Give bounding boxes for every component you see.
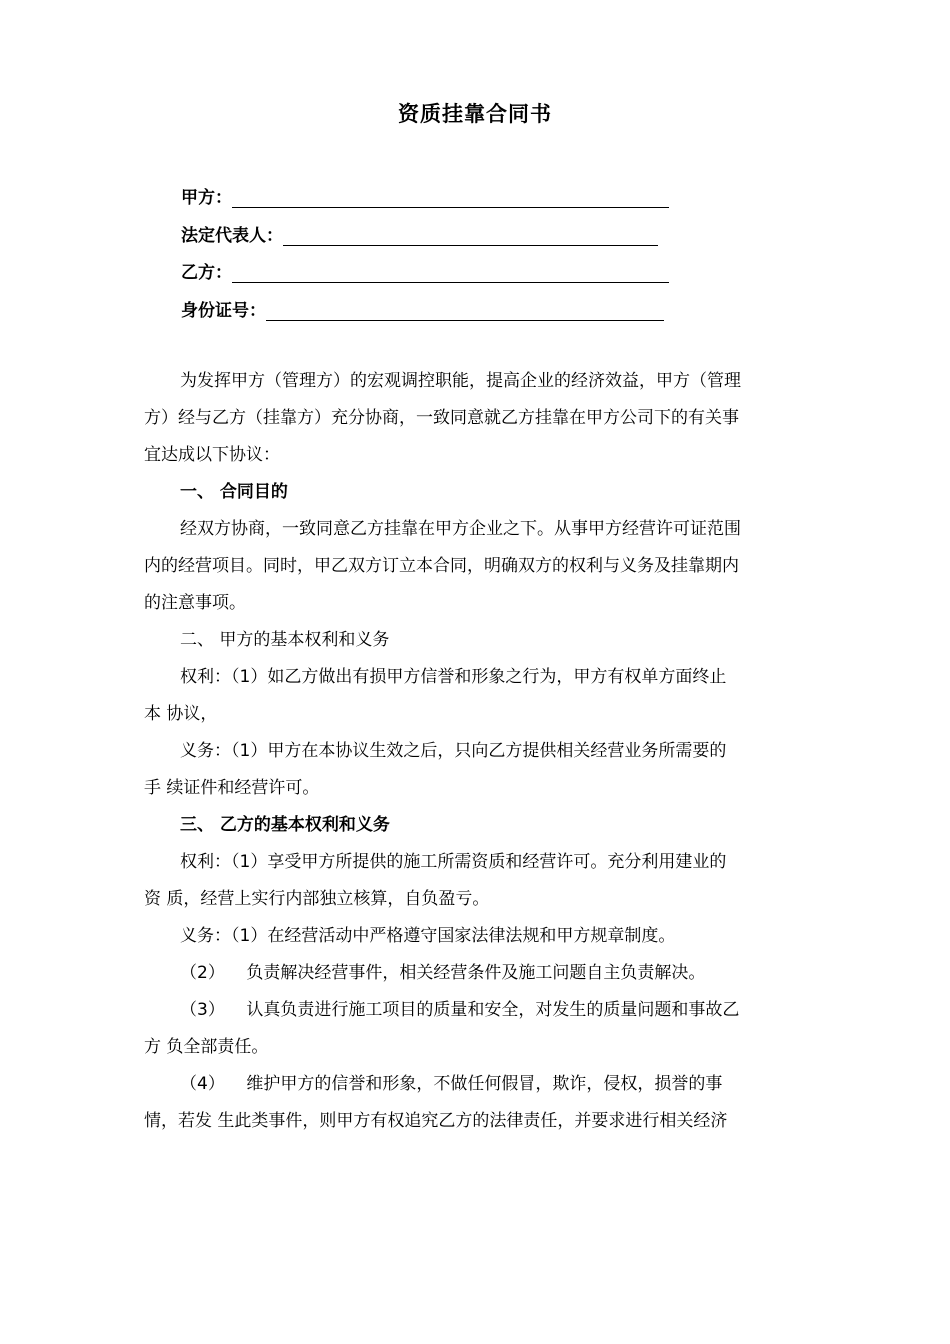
section-heading: 二、 甲方的基本权利和义务 <box>180 630 390 650</box>
body-line: 的注意事项。 <box>144 593 246 613</box>
id-number-blank <box>266 302 664 321</box>
party-a-field <box>181 182 669 208</box>
body-line: 义务：（1）甲方在本协议生效之后，只向乙方提供相关经营业务所需要的 <box>180 741 727 761</box>
body-line: 为发挥甲方（管理方）的宏观调控职能，提高企业的经济效益，甲方（管理 <box>180 371 741 391</box>
body-line: （3） 认真负责进行施工项目的质量和安全，对发生的质量问题和事故乙 <box>180 1000 740 1020</box>
body-line: 资 质，经营上实行内部独立核算，自负盈亏。 <box>144 889 490 909</box>
party-b-field <box>181 257 669 283</box>
body-line: 内的经营项目。同时，甲乙双方订立本合同，明确双方的权利与义务及挂靠期内 <box>144 556 739 576</box>
body-line: 方 负全部责任。 <box>144 1037 269 1057</box>
body-line: 权利：（1）如乙方做出有损甲方信誉和形象之行为，甲方有权单方面终止 <box>180 667 727 687</box>
body-line: 宜达成以下协议： <box>144 445 280 465</box>
section-heading: 一、 合同目的 <box>180 482 288 502</box>
id-number-label: 身份证号： <box>181 301 266 321</box>
body-line: 经双方协商，一致同意乙方挂靠在甲方企业之下。从事甲方经营许可证范围 <box>180 519 741 539</box>
party-a-label: 甲方： <box>181 188 232 208</box>
body-line: 义务：（1）在经营活动中严格遵守国家法律法规和甲方规章制度。 <box>180 926 676 946</box>
legal-rep-label: 法定代表人： <box>181 226 283 246</box>
contract-body <box>144 363 816 1140</box>
party-a-blank <box>232 189 669 208</box>
body-line: 方）经与乙方（挂靠方）充分协商，一致同意就乙方挂靠在甲方公司下的有关事 <box>144 408 739 428</box>
party-b-blank <box>232 264 669 283</box>
body-line: 情，若发 生此类事件，则甲方有权追究乙方的法律责任，并要求进行相关经济 <box>144 1111 728 1131</box>
party-b-label: 乙方： <box>181 263 232 283</box>
legal-rep-field <box>181 220 658 246</box>
section-heading: 三、 乙方的基本权利和义务 <box>180 815 390 835</box>
document-title: 资质挂靠合同书 <box>398 102 552 126</box>
body-line: （4） 维护甲方的信誉和形象，不做任何假冒，欺诈，侵权，损誉的事 <box>180 1074 723 1094</box>
body-line: （2） 负责解决经营事件，相关经营条件及施工问题自主负责解决。 <box>180 963 706 983</box>
body-line: 手 续证件和经营许可。 <box>144 778 320 798</box>
legal-rep-blank <box>283 227 658 246</box>
id-number-field <box>181 295 664 321</box>
body-line: 本 协议， <box>144 704 218 724</box>
body-line: 权利：（1）享受甲方所提供的施工所需资质和经营许可。充分利用建业的 <box>180 852 727 872</box>
